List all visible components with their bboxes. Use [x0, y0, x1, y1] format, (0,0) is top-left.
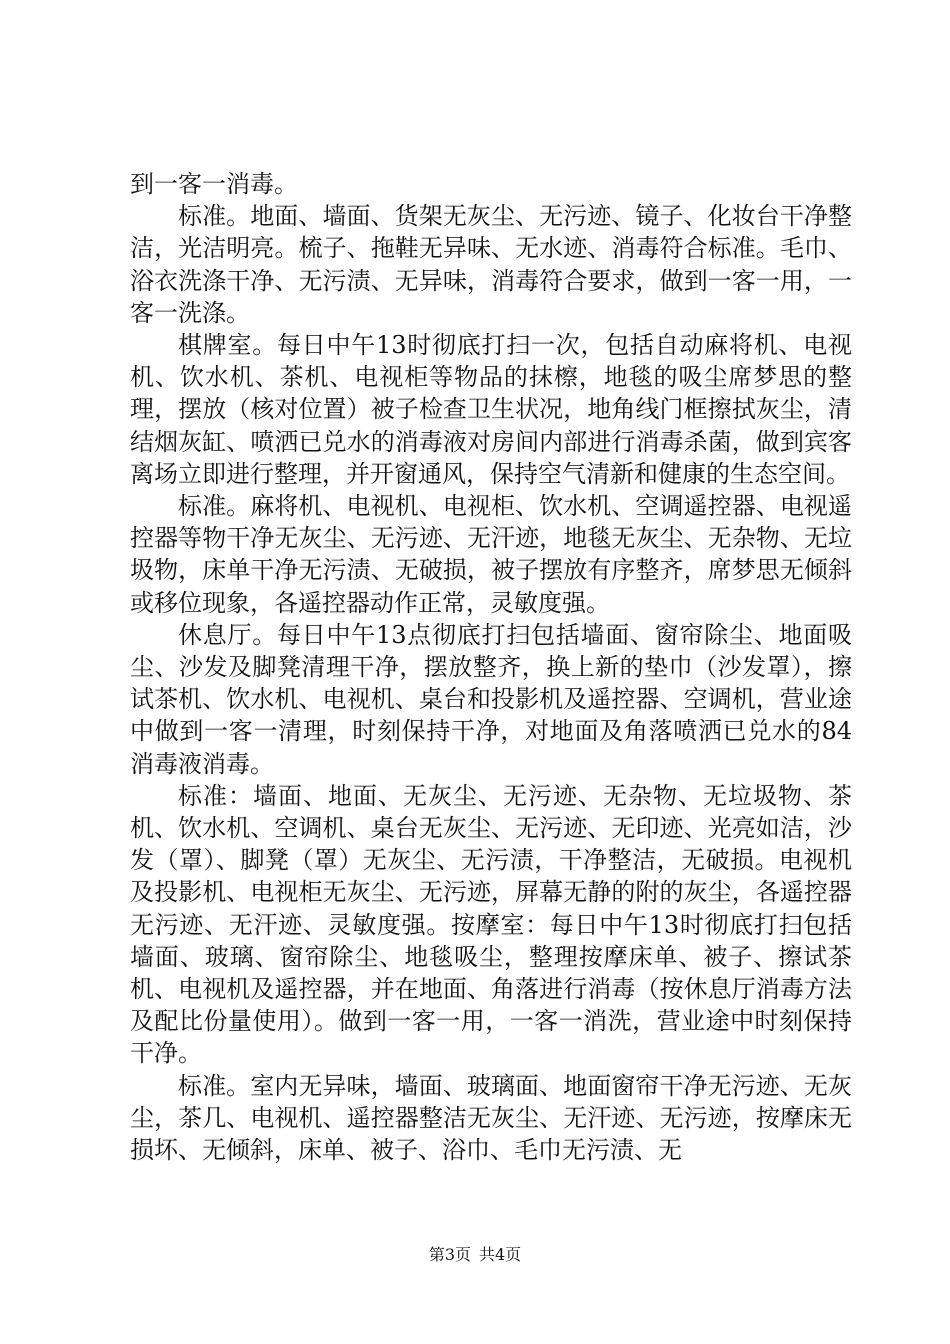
page-total: 共4页 — [479, 1245, 522, 1264]
paragraph: 休息厅。每日中午13点彻底打扫包括墙面、窗帘除尘、地面吸尘、沙发及脚凳清理干净，摆放整齐，换上新的垫巾（沙发罩），擦试茶机、饮水机、电视机、桌台和投影机及遥控器、空调机，营业途中做到一客一清理，时刻保持干净，对地面及角落喷洒已兑水的84消毒液消毒。 — [130, 620, 852, 778]
paragraph: 标准。室内无异味，墙面、玻璃面、地面窗帘干净无污迹、无灰尘，茶几、电视机、遥控器整洁无灰尘、无汗迹、无污迹，按摩床无损坏、无倾斜，床单、被子、浴巾、毛巾无污渍、无 — [130, 1071, 852, 1165]
paragraph: 标准：墙面、地面、无灰尘、无污迹、无杂物、无垃圾物、茶机、饮水机、空调机、桌台无灰尘、无污迹、无印迹、光亮如洁，沙发（罩）、脚凳（罩）无灰尘、无污渍，干净整洁，无破损。电视机及投影机、电视柜无灰尘、无污迹，屏幕无静的附的灰尘，各遥控器无污迹、无汗迹、灵敏度强。按摩室：每日中午13时彻底打扫包括墙面、玻璃、窗帘除尘、地毯吸尘，整理按摩床单、被子、擦试茶机、电视机及遥控器，并在地面、角落进行消毒（按休息厅消毒方法及配比份量使用）。做到一客一用，一客一消洗，营业途中时刻保持干净。 — [130, 781, 852, 1068]
paragraph: 标准。地面、墙面、货架无灰尘、无污迹、镜子、化妆台干净整洁，光洁明亮。梳子、拖鞋无异味、无水迹、消毒符合标准。毛巾、浴衣洗涤干净、无污渍、无异味，消毒符合要求，做到一客一用，一客一洗涤。 — [130, 202, 852, 327]
page-footer — [0, 1244, 950, 1266]
page-number: 第3页 — [428, 1245, 471, 1264]
paragraph: 标准。麻将机、电视机、电视柜、饮水机、空调遥控器、电视遥控器等物干净无灰尘、无污迹、无汗迹，地毯无灰尘、无杂物、无垃圾物，床单干净无污渍、无破损，被子摆放有序整齐，席梦思无倾斜或移位现象，各遥控器动作正常，灵敏度强。 — [130, 492, 852, 617]
body-text — [130, 168, 852, 1166]
paragraph: 棋牌室。每日中午13时彻底打扫一次，包括自动麻将机、电视机、饮水机、茶机、电视柜等物品的抹檫，地毯的吸尘席梦思的整理，摆放（核对位置）被子检查卫生状况，地角线门框擦拭灰尘，清结烟灰缸、喷洒已兑水的消毒液对房间内部进行消毒杀菌，做到宾客离场立即进行整理，并开窗通风，保持空气清新和健康的生态空间。 — [130, 331, 852, 488]
paragraph: 到一客一消毒。 — [130, 170, 298, 198]
